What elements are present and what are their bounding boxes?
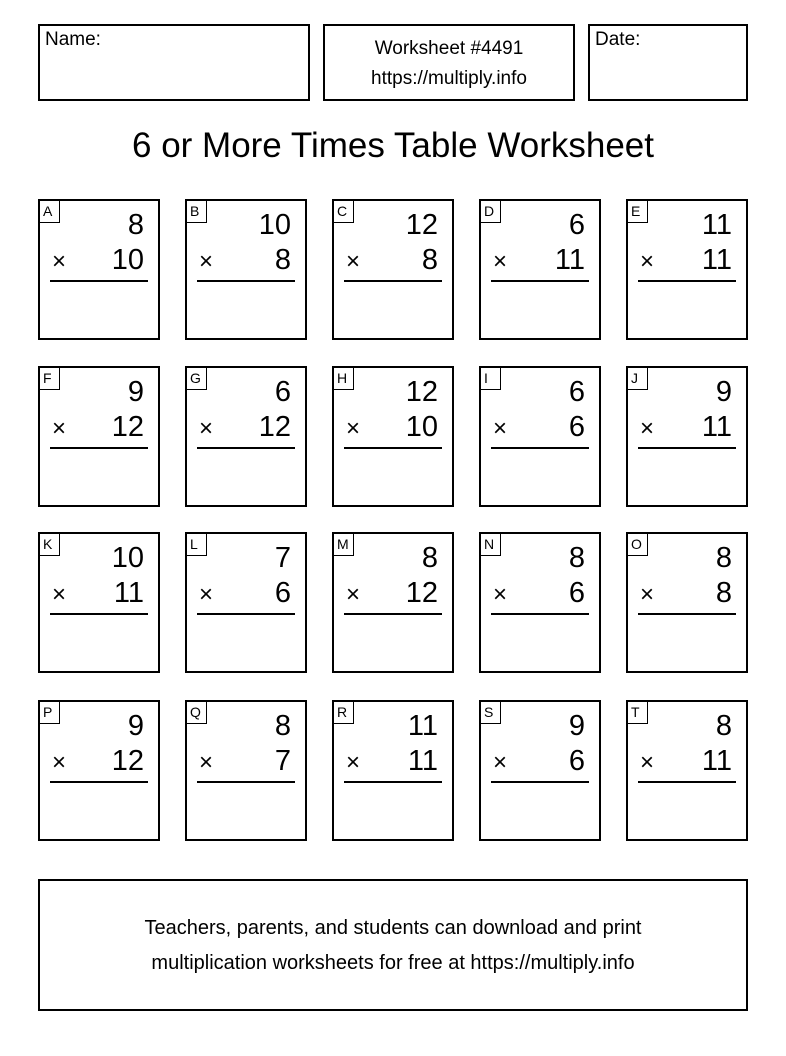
name-label: Name: — [45, 29, 101, 50]
multiplier: 11 — [701, 244, 732, 276]
site-url: https://multiply.info — [371, 68, 527, 89]
multiplicand: 11 — [407, 710, 438, 742]
answer-line — [197, 781, 295, 783]
problem-letter: B — [187, 201, 207, 223]
date-field-box[interactable] — [588, 24, 748, 101]
answer-line — [491, 613, 589, 615]
times-sign: × — [199, 415, 214, 442]
problem-letter: J — [628, 368, 648, 390]
multiplier: 10 — [111, 244, 144, 276]
multiplier: 6 — [568, 745, 585, 777]
problem-card — [479, 199, 601, 340]
problem-card — [479, 700, 601, 841]
multiplier: 11 — [407, 745, 438, 777]
problem-card — [38, 700, 160, 841]
times-sign: × — [493, 415, 508, 442]
answer-line — [491, 447, 589, 449]
footer-box — [38, 879, 748, 1011]
worksheet-info-box — [323, 24, 575, 101]
multiplicand: 10 — [258, 209, 291, 241]
problem-letter: O — [628, 534, 648, 556]
multiplier: 11 — [701, 745, 732, 777]
multiplier: 12 — [405, 577, 438, 609]
problem-card — [185, 366, 307, 507]
problem-card — [479, 532, 601, 673]
problem-letter: I — [481, 368, 501, 390]
multiplier: 6 — [274, 577, 291, 609]
multiplicand: 9 — [127, 376, 144, 408]
answer-line — [638, 781, 736, 783]
problem-card — [38, 199, 160, 340]
problem-letter: P — [40, 702, 60, 724]
problem-card — [626, 700, 748, 841]
times-sign: × — [640, 581, 655, 608]
problem-letter: F — [40, 368, 60, 390]
multiplicand: 12 — [405, 209, 438, 241]
multiplicand: 10 — [111, 542, 144, 574]
answer-line — [344, 613, 442, 615]
multiplicand: 12 — [405, 376, 438, 408]
footer-line-2: multiplication worksheets for free at https://multiply.info — [151, 952, 635, 974]
multiplicand: 6 — [568, 376, 585, 408]
problem-letter: H — [334, 368, 354, 390]
answer-line — [638, 613, 736, 615]
problem-card — [332, 366, 454, 507]
problem-letter: L — [187, 534, 207, 556]
times-sign: × — [640, 415, 655, 442]
multiplicand: 9 — [715, 376, 732, 408]
problem-letter: K — [40, 534, 60, 556]
problem-card — [626, 366, 748, 507]
problem-card — [38, 366, 160, 507]
problem-letter: Q — [187, 702, 207, 724]
answer-line — [344, 781, 442, 783]
multiplicand: 8 — [274, 710, 291, 742]
page-title: 6 or More Times Table Worksheet — [132, 126, 654, 165]
problem-letter: T — [628, 702, 648, 724]
problem-letter: D — [481, 201, 501, 223]
multiplier: 11 — [701, 411, 732, 443]
problem-card — [185, 199, 307, 340]
times-sign: × — [52, 749, 67, 776]
problem-card — [626, 199, 748, 340]
multiplicand: 8 — [421, 542, 438, 574]
times-sign: × — [346, 248, 361, 275]
multiplicand: 8 — [715, 542, 732, 574]
problem-card — [479, 366, 601, 507]
multiplier: 6 — [568, 577, 585, 609]
answer-line — [344, 447, 442, 449]
multiplier: 12 — [111, 411, 144, 443]
multiplier: 12 — [258, 411, 291, 443]
multiplier: 11 — [554, 244, 585, 276]
problem-letter: N — [481, 534, 501, 556]
multiplicand: 11 — [701, 209, 732, 241]
worksheet-id: Worksheet #4491 — [374, 38, 524, 59]
multiplicand: 6 — [568, 209, 585, 241]
problem-card — [332, 700, 454, 841]
problem-card — [332, 532, 454, 673]
multiplicand: 8 — [127, 209, 144, 241]
multiplier: 8 — [715, 577, 732, 609]
multiplicand: 6 — [274, 376, 291, 408]
times-sign: × — [199, 749, 214, 776]
answer-line — [638, 280, 736, 282]
problem-card — [185, 700, 307, 841]
times-sign: × — [346, 581, 361, 608]
multiplicand: 9 — [127, 710, 144, 742]
times-sign: × — [640, 248, 655, 275]
answer-line — [50, 613, 148, 615]
answer-line — [197, 613, 295, 615]
times-sign: × — [52, 581, 67, 608]
problem-letter: S — [481, 702, 501, 724]
problem-card — [38, 532, 160, 673]
multiplier: 10 — [405, 411, 438, 443]
answer-line — [50, 781, 148, 783]
times-sign: × — [52, 415, 67, 442]
problem-card — [332, 199, 454, 340]
times-sign: × — [52, 248, 67, 275]
answer-line — [197, 280, 295, 282]
times-sign: × — [493, 581, 508, 608]
multiplier: 8 — [421, 244, 438, 276]
answer-line — [50, 280, 148, 282]
answer-line — [197, 447, 295, 449]
answer-line — [491, 781, 589, 783]
multiplier: 6 — [568, 411, 585, 443]
answer-line — [638, 447, 736, 449]
problem-card — [626, 532, 748, 673]
problem-letter: E — [628, 201, 648, 223]
problem-letter: G — [187, 368, 207, 390]
times-sign: × — [346, 415, 361, 442]
answer-line — [344, 280, 442, 282]
problem-letter: R — [334, 702, 354, 724]
multiplier: 12 — [111, 745, 144, 777]
answer-line — [50, 447, 148, 449]
multiplicand: 7 — [274, 542, 291, 574]
date-label: Date: — [595, 29, 641, 50]
times-sign: × — [199, 581, 214, 608]
multiplicand: 9 — [568, 710, 585, 742]
problem-letter: C — [334, 201, 354, 223]
times-sign: × — [493, 749, 508, 776]
times-sign: × — [199, 248, 214, 275]
problem-letter: M — [334, 534, 354, 556]
multiplicand: 8 — [715, 710, 732, 742]
name-field-box[interactable] — [38, 24, 310, 101]
answer-line — [491, 280, 589, 282]
times-sign: × — [640, 749, 655, 776]
times-sign: × — [346, 749, 361, 776]
multiplier: 8 — [274, 244, 291, 276]
multiplier: 11 — [113, 577, 144, 609]
footer-line-1: Teachers, parents, and students can download and print — [144, 917, 642, 939]
multiplicand: 8 — [568, 542, 585, 574]
multiplier: 7 — [274, 745, 291, 777]
times-sign: × — [493, 248, 508, 275]
problem-card — [185, 532, 307, 673]
problem-letter: A — [40, 201, 60, 223]
